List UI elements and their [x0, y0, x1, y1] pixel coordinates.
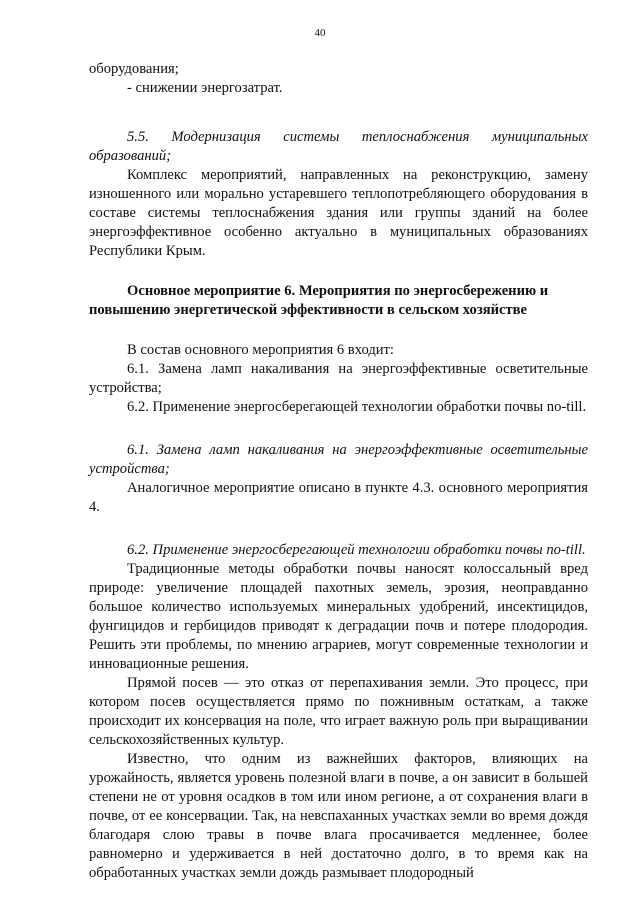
paragraph-direct-sowing: Прямой посев — это отказ от перепахивания земли. Это процесс, при котором посев осуществляется прямо по пожнивным остаткам, а также происходит их консервация на поле, что играет важную роль при выращивании сельскохозяйственных культур. — [89, 675, 588, 748]
section-heading-6-1: 6.1. Замена ламп накаливания на энергоэффективные осветительные устройства; — [89, 442, 588, 477]
page-number: 40 — [314, 27, 326, 39]
list-item-6-2: 6.2. Применение энергосберегающей технологии обработки почвы no-till. — [127, 399, 587, 415]
paragraph-6-1: Аналогичное мероприятие описано в пункте 4.3. основного мероприятия 4. — [89, 480, 588, 515]
main-activity-6-heading: Основное мероприятие 6. Мероприятия по энергосбережению и повышению энергетической эффективности в сельском хозяйстве — [89, 283, 549, 318]
list-item-6-1: 6.1. Замена ламп накаливания на энергоэффективные осветительные устройства; — [89, 361, 588, 396]
paragraph-traditional-methods: Традиционные методы обработки почвы наносят колоссальный вред природе: увеличение площадей пахотных земель, эрозия, неоправданно большое количество используемых минеральных удобрений, инсектицидов, фунгицидов и гербицидов приводят к деградации почв и потере плодородия. Решить эти проблемы, по мнению аграриев, могут современные технологии и инновационные решения. — [89, 561, 588, 672]
section-heading-5-5: 5.5. Модернизация системы теплоснабжения муниципальных образований; — [89, 129, 588, 164]
paragraph-composition: В состав основного мероприятия 6 входит: — [127, 342, 394, 358]
paragraph-5-5: Комплекс мероприятий, направленных на реконструкцию, замену изношенного или морально устаревшего теплопотребляющего оборудования в составе системы теплоснабжения здания или группы зданий на более энергоэффективное особенно актуально в муниципальных образованиях Республики Крым. — [89, 167, 588, 259]
paragraph-continuation: оборудования; — [89, 61, 179, 77]
paragraph-moisture: Известно, что одним из важнейших факторов, влияющих на урожайность, является уровень полезной влаги в почве, а он зависит в большей степени не от уровня осадков в том или ином регионе, а от сохранения влаги в почве, от ее консервации. Так, на невспаханных участках земли во время дождя благодаря слою травы в почве влага просачивается медленнее, более равномерно и удерживается в ней достаточно долго, в то время как на обработанных участках земли дождь размывает плодородный — [89, 751, 588, 881]
list-item-energy: - снижении энергозатрат. — [127, 80, 283, 96]
page-content — [89, 60, 588, 883]
section-heading-6-2: 6.2. Применение энергосберегающей технологии обработки почвы no-till. — [127, 542, 586, 558]
